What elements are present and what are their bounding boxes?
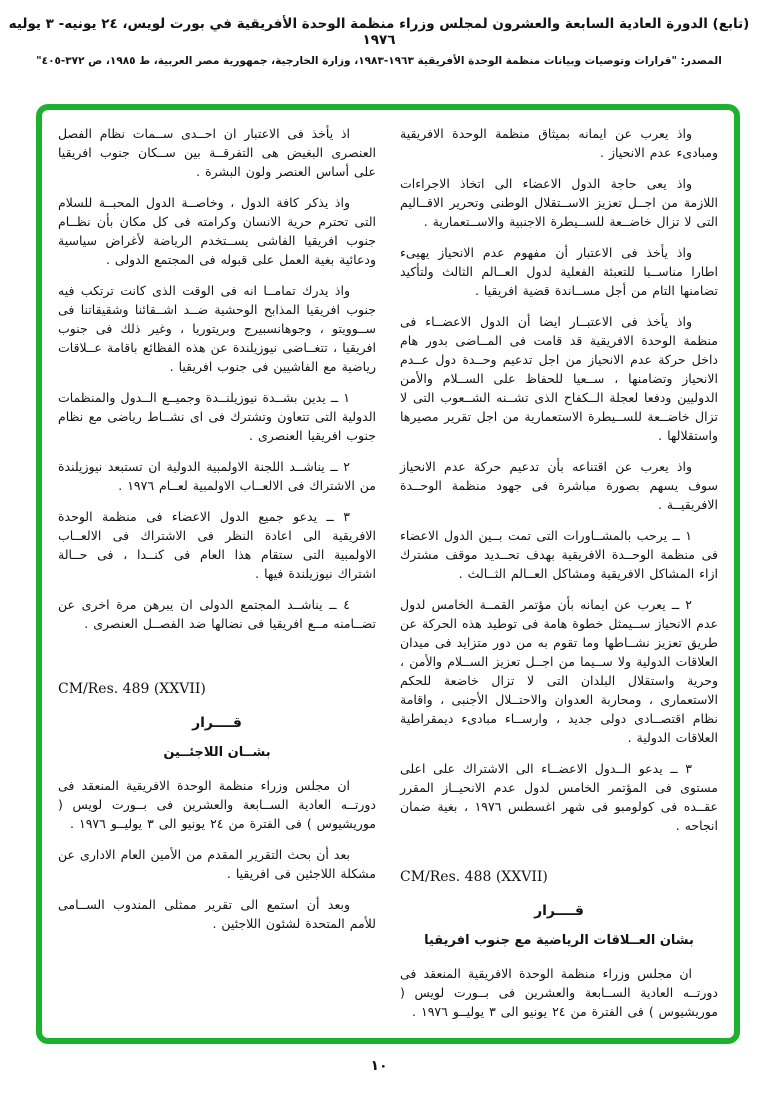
column-left xyxy=(58,124,376,1038)
two-column-layout xyxy=(58,124,718,1038)
paragraph: واذ يأخذ فى الاعتبــار ايضا أن الدول الاعضــاء فى منظمة الوحدة الافريقية قد قامت فى المــاضى بدور هام داخل حركة عدم الانحياز من اجل تدعيم وحــدة دول عــدم الانحياز وتضامنها ، ســعيا للحفاظ على الســلام والأمن الدوليين ودفعا لعجلة الــكفاح الذى تشــنه الشــعوب التى لا تزال خاضــعة للســيطرة الاستعمارية من اجل تقرير مصيرها واستقلالها . xyxy=(400,314,718,443)
paragraph: بعد أن بحث التقرير المقدم من الأمين العام الادارى عن مشكلة اللاجئين فى افريقيا . xyxy=(58,847,376,881)
paragraph: اذ يأخذ فى الاعتبار ان احــدى ســمات نظام الفصل العنصرى البغيض هى التفرقــة بين ســكان جنوب افريقيا على أساس العنصر ولون البشرة . xyxy=(58,126,376,179)
paragraph: ان مجلس وزراء منظمة الوحدة الافريقية المنعقد فى دورتــه العادية الســابعة والعشرين فى بــورت لويس ( موريشيوس ) فى الفترة من ٢٤ يونيو الى ٣ يوليــو ١٩٧٦ . xyxy=(58,778,376,831)
numbered-clause: ١ ــ يرحب بالمشــاورات التى تمت بــين الدول الاعضاء فى منظمة الوحــدة الافريقية بهدف تحــديد موقف مشترك ازاء المشاكل الافريقية ومشاكل العــالم الثــالث . xyxy=(400,528,718,581)
paragraph: وبعد أن استمع الى تقرير ممثلى المندوب الســامى للأمم المتحدة لشئون اللاجئين . xyxy=(58,897,376,931)
numbered-clause: ٢ ــ يعرب عن ايمانه بأن مؤتمر القمــة الخامس لدول عدم الانحياز ســيمثل خطوة هامة فى توطيد هذه الحركة عن طريق تعزيز نشــاطها وما تقوم به من دور متزايد فى ميدان العلاقات الدولية ولا ســيما من اجــل تعزيز الســلام والأمن ، وحرية واستقلال البلدان التى لا تزال خاضعة للحكم الاستعمارى ، ومحاربة العدوان والاحتــلال الأجنبى ، واقامة نظام اقتصــادى دولى جديد ، وارســاء مبادىء ديمقراطية العلاقات الدولية . xyxy=(400,597,718,745)
resolution-reference-489: CM/Res. 489 (XXVII) xyxy=(58,681,206,697)
paragraph: ان مجلس وزراء منظمة الوحدة الافريقية المنعقد فى دورتــه العادية الســابعة والعشرين فى بــورت لويس ( موريشيوس ) فى الفترة من ٢٤ يونيو الى ٣ يوليــو ١٩٧٦ . xyxy=(400,966,718,1019)
page-number: ١٠ xyxy=(370,1058,388,1074)
resolution-reference-488: CM/Res. 488 (XXVII) xyxy=(400,869,548,885)
resolution-title: قــــرار xyxy=(192,715,242,731)
resolution-subtitle: بشان العــلاقات الرياضية مع جنوب افريقيا xyxy=(424,933,694,948)
paragraph: واذ يعرب عن اقتناعه بأن تدعيم حركة عدم الانحياز سوف يسهم بصورة مباشرة فى جهود منظمة الوحــدة الافريقيــة . xyxy=(400,459,718,512)
numbered-clause: ٢ ــ يناشــد اللجنة الاولمبية الدولية ان تستبعد نيوزيلندة من الاشتراك فى الالعــاب الاولمبية لعــام ١٩٧٦ . xyxy=(58,459,376,493)
numbered-clause: ٤ ــ يناشــد المجتمع الدولى ان يبرهن مرة اخرى عن تضــامنه مــع افريقيا فى نضالها ضد الفصــل العنصرى . xyxy=(58,597,376,631)
numbered-clause: ٣ ــ يدعو جميع الدول الاعضاء فى منظمة الوحدة الافريقية الى اعادة النظر فى الاشتراك فى الالعــاب الاولمبية التى ستقام هذا العام فى كنــدا ، فى حــالة اشتراك نيوزيلندة فيها . xyxy=(58,509,376,581)
session-title: (تابع) الدورة العادية السابعة والعشرون لمجلس وزراء منظمة الوحدة الأفريقية في بورت لويس، ٢٤ يونيه- ٣ يوليه ١٩٧٦ xyxy=(8,16,750,48)
numbered-clause: ٣ ــ يدعو الــدول الاعضــاء الى الاشتراك على اعلى مستوى فى المؤتمر الخامس لدول عدم الانحيــاز المقرر عقــده فى كولومبو فى شهر اغسطس ١٩٧٦ ، بغية ضمان انجاحه . xyxy=(400,761,718,833)
page-header xyxy=(0,16,758,67)
source-citation: المصدر: "قرارات وتوصيات وبيانات منظمة الوحدة الأفريقية ١٩٦٣-١٩٨٣، وزارة الخارجية، جمهورية مصر العربية، ط ١٩٨٥، ص ٣٧٢-٤٠٥" xyxy=(36,55,722,67)
column-right xyxy=(400,124,718,1038)
paragraph: واذ يذكر كافة الدول ، وخاصــة الدول المحبــة للسلام التى تحترم حرية الانسان وكرامته فى كل مكان بأن نظــام جنوب افريقيا الفاشى يســتخدم الرياضة لأغراض سياسية ودعائية بغية العمل على قبوله فى المجتمع الدولى . xyxy=(58,195,376,267)
resolution-title: قــــرار xyxy=(534,903,584,919)
numbered-clause: ١ ــ يدين بشــدة نيوزيلنــدة وجميــع الــدول والمنظمات الدولية التى تتعاون وتشترك فى اى نشــاط رياضى مع نظام جنوب افريقيا العنصرى . xyxy=(58,390,376,443)
paragraph: واذ يعرب عن ايمانه بميثاق منظمة الوحدة الافريقية ومبادىء عدم الانحياز . xyxy=(400,126,718,160)
paragraph: واذ يدرك تمامــا انه فى الوقت الذى كانت ترتكب فيه جنوب افريقيا المذابح الوحشية ضــد اشــقائنا وشقيقاتنا فى ســوويتو ، وجوهانسبيرج وبريتوريا ، وغير ذلك فى جنوب افريقيا ، تتغــاضى نيوزيلندة عن هذه الفظائع باقامة عــلاقات رياضية مع الفاشيين فى جنوب افريقيا . xyxy=(58,283,376,374)
paragraph: واذ يأخذ فى الاعتبار أن مفهوم عدم الانحياز يهيىء اطارا مناســبا للتعبئة الفعلية لدول العــالم الثالث ولتأكيد تضامنها التام من أجل مســاندة قضية افريقيا . xyxy=(400,245,718,298)
content-frame xyxy=(36,104,740,1044)
resolution-subtitle: بشــان اللاجئــين xyxy=(163,745,271,760)
paragraph: واذ يعى حاجة الدول الاعضاء الى اتخاذ الاجراءات اللازمة من اجــل تعزيز الاســتقلال الوطنى وتحرير الاقــاليم التى لا تزال خاضــعة للســيطرة الاجنبية والاســتعمارية . xyxy=(400,176,718,229)
scanned-document-page xyxy=(0,16,758,1094)
